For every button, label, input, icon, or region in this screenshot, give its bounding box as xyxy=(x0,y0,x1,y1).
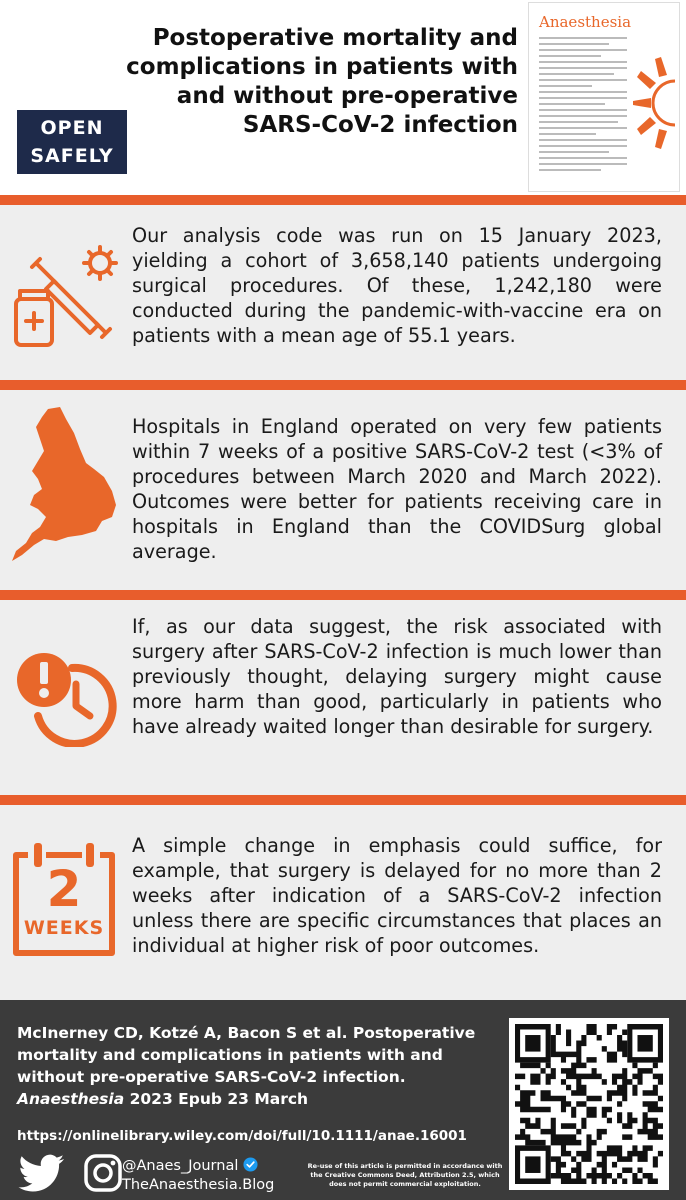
verified-badge-icon xyxy=(243,1157,258,1172)
section-england xyxy=(0,390,686,590)
alert-clock-icon xyxy=(8,632,120,747)
section-recommendation xyxy=(0,805,686,1000)
section-cohort xyxy=(0,205,686,380)
qr-code[interactable] xyxy=(509,1018,669,1190)
license-notice: Re-use of this article is permitted in accordance with the Creative Commons Deed, Attribution 2.5, which does not permit commercial exploitation. xyxy=(307,1162,503,1188)
social-handles xyxy=(122,1157,274,1195)
blog-link[interactable]: TheAnaesthesia.Blog xyxy=(122,1177,275,1193)
section-text: A simple change in emphasis could suffice, for example, that surgery is delayed for no more than 2 weeks after indication of a SARS-CoV-2 infection unless there are specific circumstances that places an individual at higher risk of poor outcomes. xyxy=(132,834,662,957)
opensafely-logo: OPEN SAFELY xyxy=(17,110,127,174)
divider-band xyxy=(0,590,686,600)
article-link[interactable]: https://onlinelibrary.wiley.com/doi/full/10.1111/anae.16001 xyxy=(17,1128,467,1144)
calendar-label: WEEKS xyxy=(23,917,105,939)
header xyxy=(0,0,686,195)
instagram-icon[interactable] xyxy=(83,1153,123,1193)
journal-cover-image xyxy=(528,2,680,192)
calendar-number: 2 xyxy=(46,860,82,918)
divider-band xyxy=(0,795,686,805)
qr-code-icon xyxy=(515,1024,663,1184)
section-text: Our analysis code was run on 15 January 2023, yielding a cohort of 3,658,140 patients undergoing surgical procedures. Of these, 1,242,180 were conducted during the pandemic-with-vaccine era on patients with a mean age of 55.1 years. xyxy=(132,224,662,347)
england-map-icon xyxy=(8,405,120,570)
divider-band xyxy=(0,380,686,390)
journal-cover-toc xyxy=(539,37,627,175)
calendar-icon xyxy=(8,841,120,961)
page-title: Postoperative mortality and complications in patients with and without pre-operative SARS-CoV-2 infection xyxy=(126,25,518,138)
section-text: Hospitals in England operated on very few patients within 7 weeks of a positive SARS-CoV-2 test (<3% of procedures between March 2020 and March 2022). Outcomes were better for patients receiving care in hospitals in England than the COVIDSurg global average. xyxy=(132,415,662,563)
footer xyxy=(0,1000,686,1200)
section-text: If, as our data suggest, the risk associated with surgery after SARS-CoV-2 infection is much lower than previously thought, delaying surgery might cause more harm than good, particularly in patients who have already waited longer than desirable for surgery. xyxy=(132,615,662,738)
divider-band xyxy=(0,195,686,205)
twitter-icon[interactable] xyxy=(18,1153,66,1193)
social-icons xyxy=(18,1153,123,1193)
journal-cover-title: Anaesthesia xyxy=(539,13,632,31)
vaccine-syringe-icon xyxy=(8,237,120,352)
cover-graphic-icon xyxy=(623,53,675,153)
section-risk xyxy=(0,600,686,795)
twitter-handle[interactable]: @Anaes_Journal xyxy=(122,1158,239,1174)
citation: McInerney CD, Kotzé A, Bacon S et al. Postoperative mortality and complications in patients with and without pre-operative SARS-CoV-2 infection. Anaesthesia 2023 Epub 23 March xyxy=(17,1024,476,1108)
